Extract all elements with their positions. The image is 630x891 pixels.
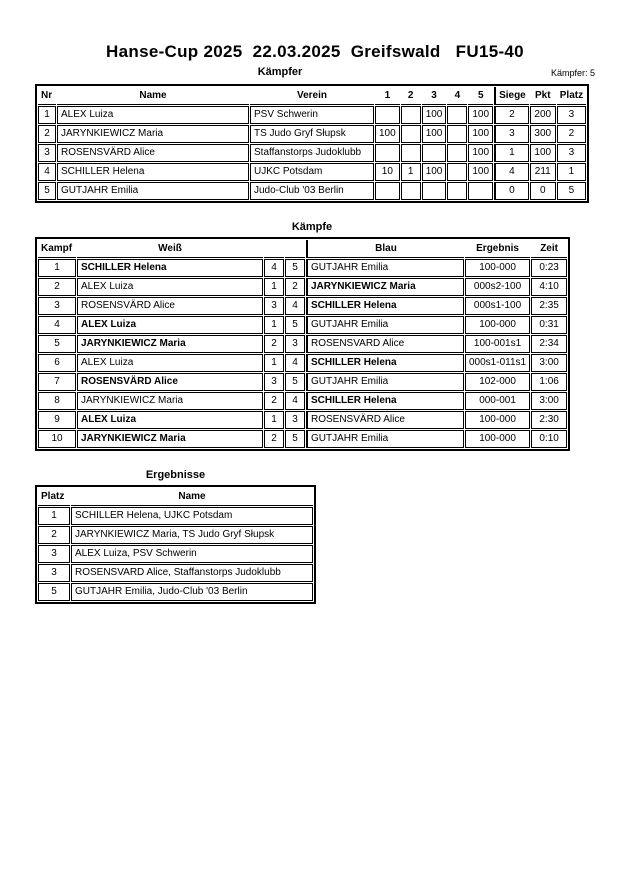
table-row xyxy=(38,335,567,353)
cell-zeit: 0:10 xyxy=(531,430,567,448)
cell-round xyxy=(447,144,467,162)
cell-kampf: 6 xyxy=(38,354,76,372)
cell-blau-nr: 5 xyxy=(285,259,305,277)
kaempfe-section-title: Kämpfe xyxy=(291,221,333,233)
cell-round: 100 xyxy=(468,106,493,124)
cell-name: SCHILLER Helena, UJKC Potsdam xyxy=(71,507,313,525)
cell-blau: SCHILLER Helena xyxy=(306,297,464,315)
kaempfer-header-row xyxy=(38,87,586,105)
table-row xyxy=(38,106,586,124)
ergebnisse-section-title: Ergebnisse xyxy=(145,469,206,481)
cell-blau-nr: 5 xyxy=(285,430,305,448)
cell-weiss: ROSENSVÄRD Alice xyxy=(77,297,263,315)
cell-platz: 3 xyxy=(38,564,70,582)
cell-weiss: JARYNKIEWICZ Maria xyxy=(77,430,263,448)
cell-kampf: 2 xyxy=(38,278,76,296)
table-row xyxy=(38,583,313,601)
table-row xyxy=(38,144,586,162)
cell-round: 100 xyxy=(468,125,493,143)
cell-ergebnis: 000s2-100 xyxy=(465,278,530,296)
cell-zeit: 0:31 xyxy=(531,316,567,334)
cell-ergebnis: 100-000 xyxy=(465,259,530,277)
cell-weiss-nr: 1 xyxy=(264,316,284,334)
cell-platz: 5 xyxy=(38,583,70,601)
cell-platz: 1 xyxy=(38,507,70,525)
cell-blau: JARYNKIEWICZ Maria xyxy=(306,278,464,296)
cell-weiss-nr: 2 xyxy=(264,430,284,448)
cell-blau-nr: 5 xyxy=(285,316,305,334)
col-header-round-4: 4 xyxy=(447,87,467,105)
cell-name: JARYNKIEWICZ Maria xyxy=(57,125,249,143)
cell-zeit: 0:23 xyxy=(531,259,567,277)
table-row xyxy=(38,545,313,563)
cell-weiss-nr: 1 xyxy=(264,354,284,372)
cell-ergebnis: 000-001 xyxy=(465,392,530,410)
cell-round xyxy=(375,144,400,162)
col-header-platz: Platz xyxy=(38,488,70,506)
cell-blau: GUTJAHR Emilia xyxy=(306,316,464,334)
kaempfer-section-title: Kämpfer xyxy=(257,66,303,78)
cell-weiss-nr: 1 xyxy=(264,411,284,429)
col-header-siege: Siege xyxy=(494,87,529,105)
cell-kampf: 8 xyxy=(38,392,76,410)
col-header-zeit: Zeit xyxy=(531,240,567,258)
col-header-ergebnis: Ergebnis xyxy=(465,240,530,258)
cell-nr: 2 xyxy=(38,125,56,143)
cell-blau-nr: 4 xyxy=(285,354,305,372)
col-header-weiss: Weiß xyxy=(77,240,263,258)
col-header-round-2: 2 xyxy=(401,87,421,105)
cell-round xyxy=(401,106,421,124)
cell-zeit: 3:00 xyxy=(531,392,567,410)
cell-kampf: 7 xyxy=(38,373,76,391)
cell-round: 10 xyxy=(375,163,400,181)
cell-name: ALEX Luiza, PSV Schwerin xyxy=(71,545,313,563)
cell-round xyxy=(401,125,421,143)
cell-zeit: 3:00 xyxy=(531,354,567,372)
cell-siege: 2 xyxy=(494,106,529,124)
cell-siege: 4 xyxy=(494,163,529,181)
cell-round xyxy=(401,144,421,162)
cell-kampf: 1 xyxy=(38,259,76,277)
cell-ergebnis: 100-001s1 xyxy=(465,335,530,353)
cell-round: 100 xyxy=(422,125,447,143)
col-header-verein: Verein xyxy=(250,87,374,105)
cell-verein: UJKC Potsdam xyxy=(250,163,374,181)
cell-ergebnis: 100-000 xyxy=(465,411,530,429)
cell-weiss-nr: 3 xyxy=(264,297,284,315)
cell-blau-nr: 4 xyxy=(285,297,305,315)
cell-nr: 5 xyxy=(38,182,56,200)
cell-ergebnis: 100-000 xyxy=(465,430,530,448)
table-row xyxy=(38,259,567,277)
cell-round xyxy=(447,182,467,200)
cell-round xyxy=(447,163,467,181)
table-row xyxy=(38,297,567,315)
cell-kampf: 9 xyxy=(38,411,76,429)
cell-round xyxy=(422,182,447,200)
col-header-nr: Nr xyxy=(38,87,56,105)
cell-name: SCHILLER Helena xyxy=(57,163,249,181)
cell-ergebnis: 000s1-011s1 xyxy=(465,354,530,372)
cell-platz: 3 xyxy=(38,545,70,563)
cell-kampf: 4 xyxy=(38,316,76,334)
cell-round: 100 xyxy=(468,144,493,162)
cell-platz: 3 xyxy=(557,106,586,124)
ergebnisse-header-row xyxy=(38,488,313,506)
col-header-pkt: Pkt xyxy=(530,87,556,105)
cell-round xyxy=(375,106,400,124)
cell-weiss: JARYNKIEWICZ Maria xyxy=(77,335,263,353)
cell-weiss-nr: 2 xyxy=(264,392,284,410)
cell-round: 100 xyxy=(422,106,447,124)
table-row xyxy=(38,125,586,143)
cell-ergebnis: 102-000 xyxy=(465,373,530,391)
col-header-round-5: 5 xyxy=(468,87,493,105)
cell-name: GUTJAHR Emilia xyxy=(57,182,249,200)
table-row xyxy=(38,392,567,410)
cell-platz: 5 xyxy=(557,182,586,200)
cell-platz: 2 xyxy=(38,526,70,544)
kaempfe-table xyxy=(35,237,570,451)
table-row xyxy=(38,316,567,334)
cell-verein: PSV Schwerin xyxy=(250,106,374,124)
cell-round xyxy=(401,182,421,200)
cell-name: ROSENSVARD Alice, Staffanstorps Judoklubb xyxy=(71,564,313,582)
cell-weiss: JARYNKIEWICZ Maria xyxy=(77,392,263,410)
cell-name: JARYNKIEWICZ Maria, TS Judo Gryf Słupsk xyxy=(71,526,313,544)
cell-pkt: 300 xyxy=(530,125,556,143)
cell-blau: GUTJAHR Emilia xyxy=(306,373,464,391)
cell-nr: 1 xyxy=(38,106,56,124)
cell-name: GUTJAHR Emilia, Judo-Club '03 Berlin xyxy=(71,583,313,601)
cell-verein: TS Judo Gryf Słupsk xyxy=(250,125,374,143)
cell-zeit: 1:06 xyxy=(531,373,567,391)
cell-blau: GUTJAHR Emilia xyxy=(306,430,464,448)
cell-weiss-nr: 3 xyxy=(264,373,284,391)
cell-zeit: 4:10 xyxy=(531,278,567,296)
cell-ergebnis: 000s1-100 xyxy=(465,297,530,315)
cell-round xyxy=(447,106,467,124)
table-row xyxy=(38,411,567,429)
cell-name: ALEX Luiza xyxy=(57,106,249,124)
col-header-blau-nr xyxy=(285,240,305,258)
cell-pkt: 211 xyxy=(530,163,556,181)
cell-blau: ROSENSVÄRD Alice xyxy=(306,411,464,429)
cell-platz: 1 xyxy=(557,163,586,181)
cell-kampf: 3 xyxy=(38,297,76,315)
table-row xyxy=(38,373,567,391)
cell-weiss: ALEX Luiza xyxy=(77,278,263,296)
col-header-weiss-nr xyxy=(264,240,284,258)
cell-round: 100 xyxy=(468,163,493,181)
cell-weiss-nr: 1 xyxy=(264,278,284,296)
cell-zeit: 2:34 xyxy=(531,335,567,353)
cell-round xyxy=(447,125,467,143)
cell-pkt: 0 xyxy=(530,182,556,200)
cell-siege: 3 xyxy=(494,125,529,143)
cell-platz: 3 xyxy=(557,144,586,162)
table-row xyxy=(38,564,313,582)
table-row xyxy=(38,526,313,544)
table-row xyxy=(38,278,567,296)
cell-kampf: 10 xyxy=(38,430,76,448)
kaempfe-header-row xyxy=(38,240,567,258)
col-header-blau: Blau xyxy=(306,240,464,258)
cell-round: 100 xyxy=(375,125,400,143)
cell-weiss: ALEX Luiza xyxy=(77,316,263,334)
table-row xyxy=(38,507,313,525)
kaempfer-table xyxy=(35,84,589,203)
cell-weiss: ALEX Luiza xyxy=(77,354,263,372)
ergebnisse-table xyxy=(35,485,316,604)
cell-verein: Judo-Club '03 Berlin xyxy=(250,182,374,200)
cell-zeit: 2:35 xyxy=(531,297,567,315)
cell-weiss: SCHILLER Helena xyxy=(77,259,263,277)
cell-round: 100 xyxy=(422,163,447,181)
col-header-name: Name xyxy=(57,87,249,105)
col-header-kampf: Kampf xyxy=(38,240,76,258)
cell-weiss-nr: 2 xyxy=(264,335,284,353)
cell-siege: 0 xyxy=(494,182,529,200)
col-header-round-1: 1 xyxy=(375,87,400,105)
cell-round xyxy=(375,182,400,200)
cell-kampf: 5 xyxy=(38,335,76,353)
fighter-count-label: Kämpfer: 5 xyxy=(550,68,595,78)
cell-weiss: ROSENSVÄRD Alice xyxy=(77,373,263,391)
kaempfer-section-header xyxy=(35,62,595,84)
cell-ergebnis: 100-000 xyxy=(465,316,530,334)
cell-blau: SCHILLER Helena xyxy=(306,392,464,410)
cell-blau-nr: 5 xyxy=(285,373,305,391)
cell-siege: 1 xyxy=(494,144,529,162)
cell-verein: Staffanstorps Judoklubb xyxy=(250,144,374,162)
cell-pkt: 100 xyxy=(530,144,556,162)
table-row xyxy=(38,182,586,200)
cell-blau-nr: 2 xyxy=(285,278,305,296)
table-row xyxy=(38,354,567,372)
table-row xyxy=(38,163,586,181)
cell-nr: 4 xyxy=(38,163,56,181)
cell-weiss-nr: 4 xyxy=(264,259,284,277)
col-header-name: Name xyxy=(71,488,313,506)
cell-blau: ROSENSVARD Alice xyxy=(306,335,464,353)
cell-blau: GUTJAHR Emilia xyxy=(306,259,464,277)
cell-platz: 2 xyxy=(557,125,586,143)
table-row xyxy=(38,430,567,448)
cell-nr: 3 xyxy=(38,144,56,162)
cell-blau: SCHILLER Helena xyxy=(306,354,464,372)
cell-blau-nr: 3 xyxy=(285,411,305,429)
cell-name: ROSENSVÄRD Alice xyxy=(57,144,249,162)
cell-blau-nr: 4 xyxy=(285,392,305,410)
page-title: Hanse-Cup 2025 22.03.2025 Greifswald FU15-40 xyxy=(106,42,524,61)
col-header-platz: Platz xyxy=(557,87,586,105)
cell-round xyxy=(468,182,493,200)
cell-round: 1 xyxy=(401,163,421,181)
cell-pkt: 200 xyxy=(530,106,556,124)
col-header-round-3: 3 xyxy=(422,87,447,105)
cell-zeit: 2:30 xyxy=(531,411,567,429)
cell-blau-nr: 3 xyxy=(285,335,305,353)
cell-weiss: ALEX Luiza xyxy=(77,411,263,429)
cell-round xyxy=(422,144,447,162)
